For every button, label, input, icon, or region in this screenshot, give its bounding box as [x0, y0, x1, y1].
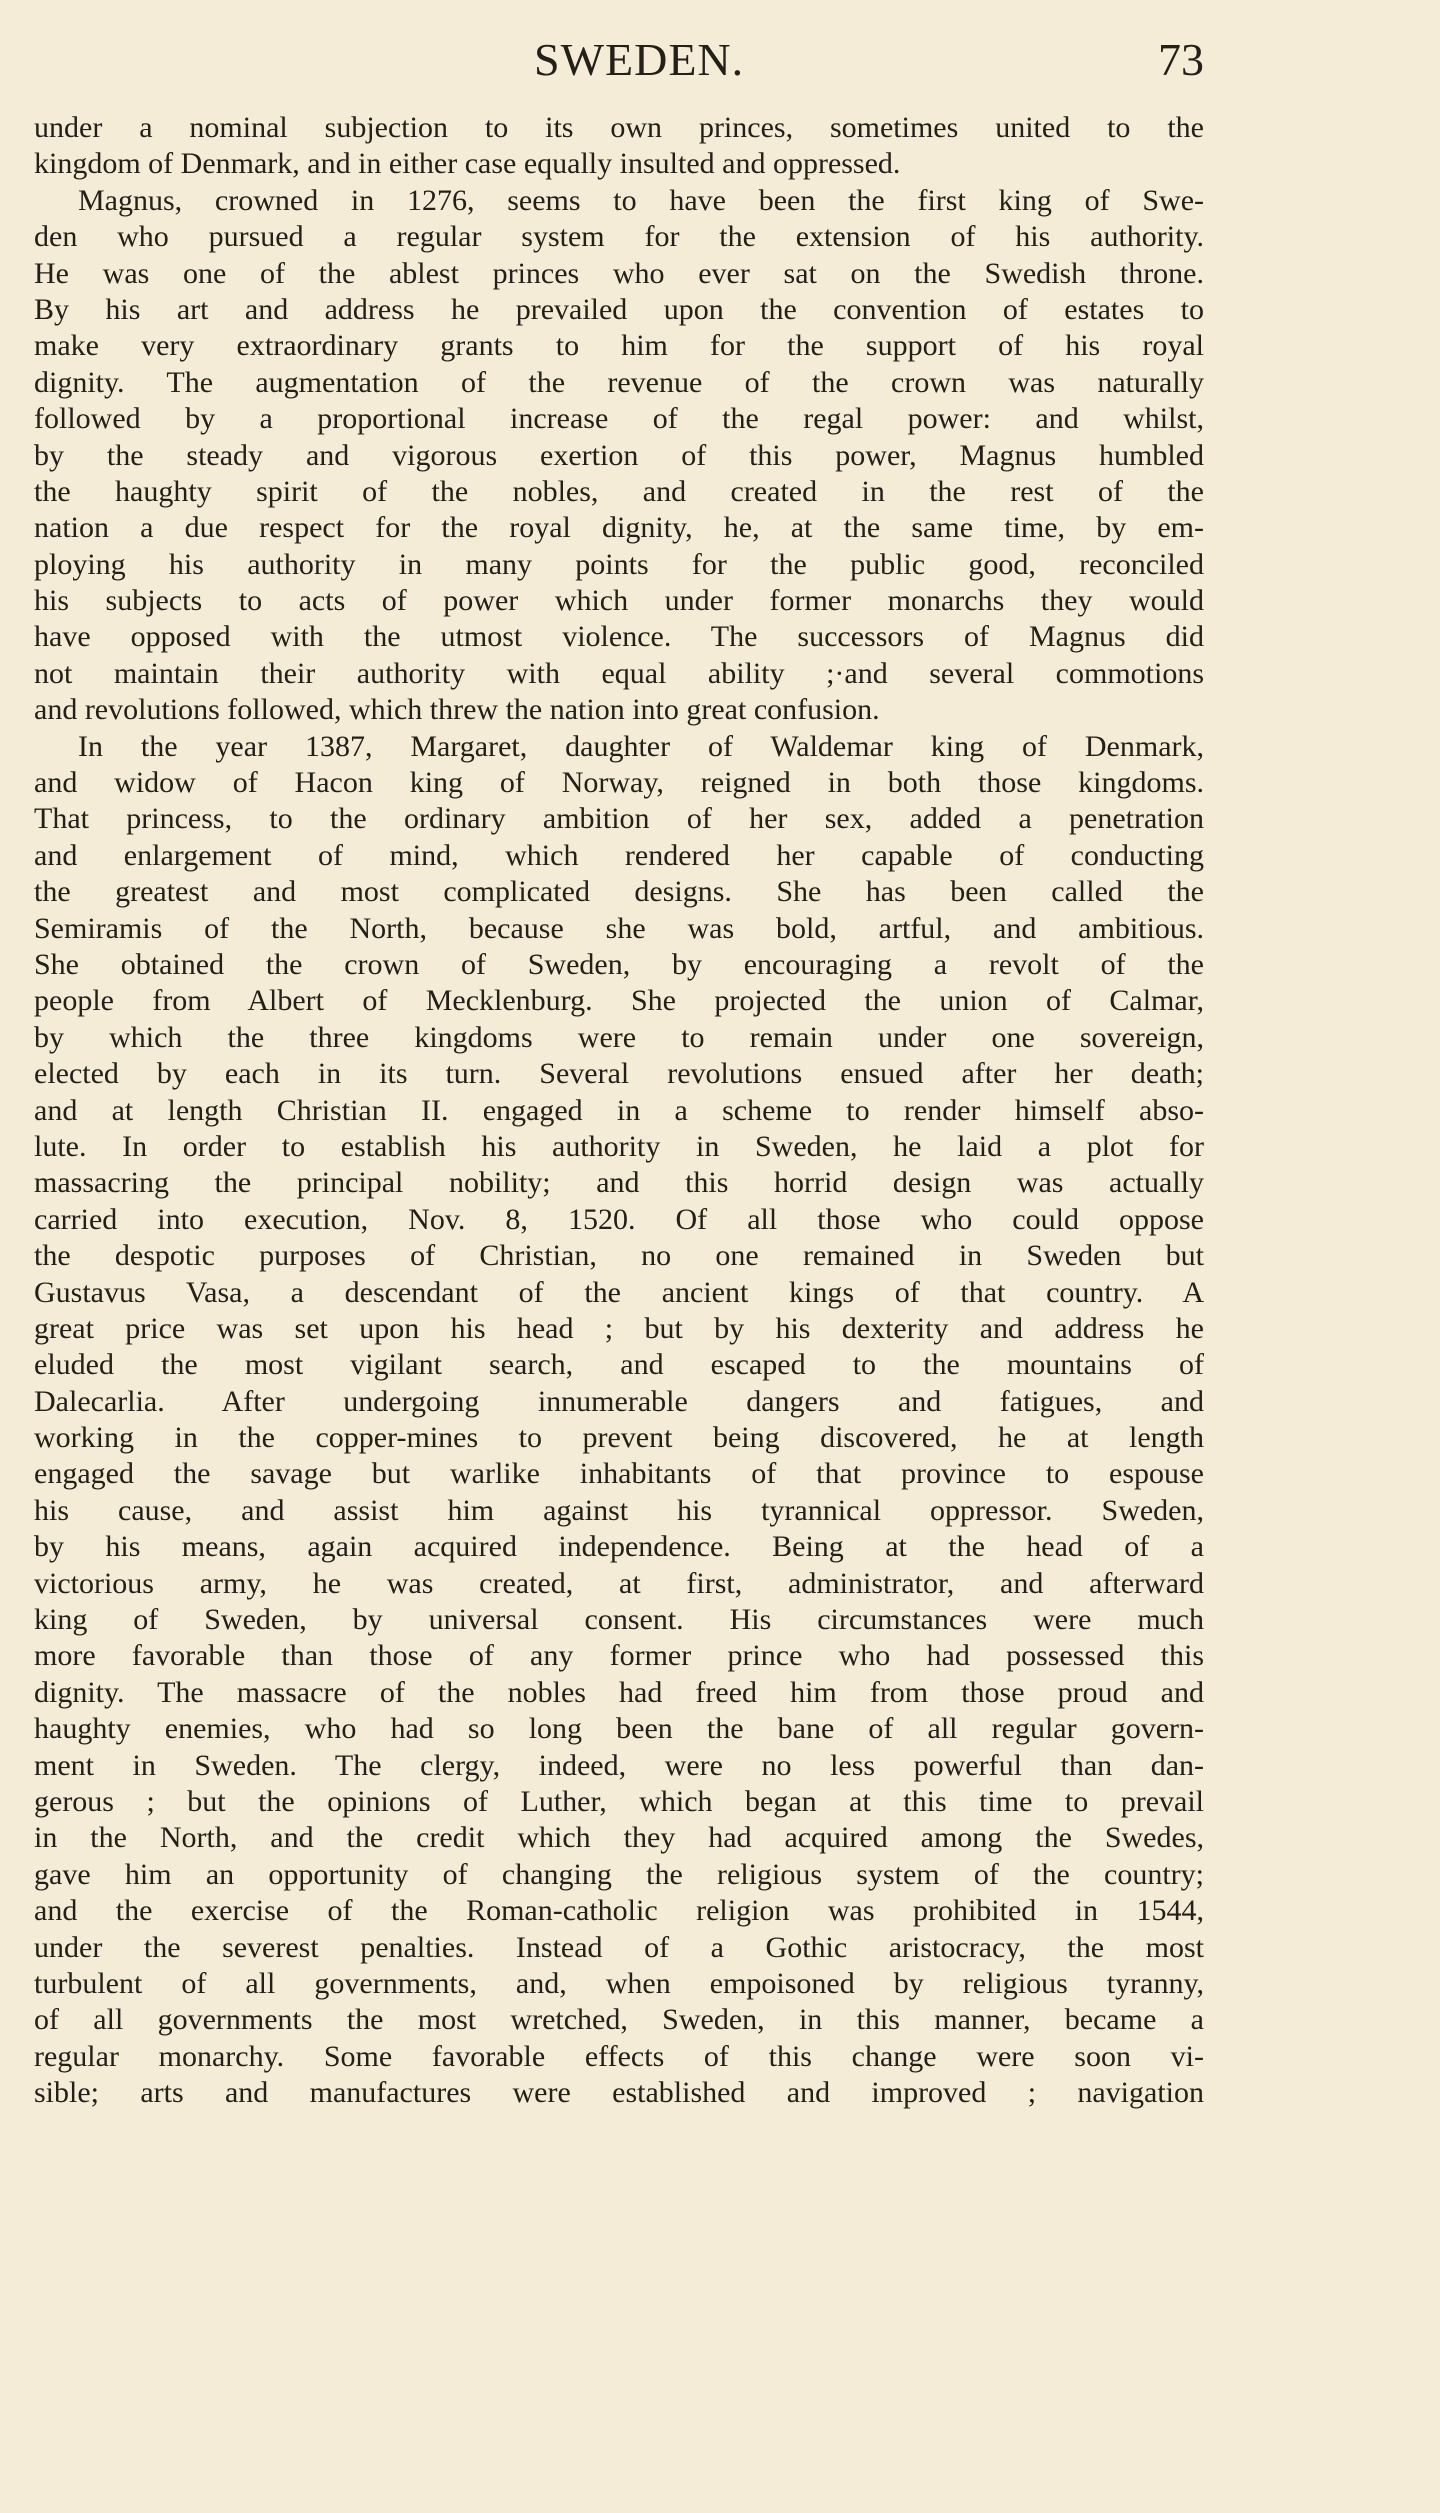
text-line: She obtained the crown of Sweden, by encouraging a revolt of the — [34, 947, 1204, 981]
text-line: elected by each in its turn. Several revolutions ensued after her death; — [34, 1057, 1204, 1091]
text-line: his cause, and assist him against his tyrannical oppressor. Sweden, — [34, 1493, 1204, 1527]
page-number: 73 — [1158, 34, 1204, 85]
text-line: engaged the savage but warlike inhabitants of that province to espouse — [34, 1457, 1204, 1491]
text-line: Gustavus Vasa, a descendant of the ancient kings of that country. A — [34, 1275, 1204, 1309]
text-line: eluded the most vigilant search, and escaped to the mountains of — [34, 1348, 1204, 1382]
running-head: SWEDEN. — [534, 34, 745, 85]
text-line: make very extraordinary grants to him for the support of his royal — [34, 329, 1204, 363]
text-line: massacring the principal nobility; and this horrid design was actually — [34, 1166, 1204, 1200]
text-line: He was one of the ablest princes who ever sat on the Swedish throne. — [34, 256, 1204, 290]
text-line: nation a due respect for the royal dignity, he, at the same time, by em- — [34, 511, 1204, 545]
text-line: by his means, again acquired independence. Being at the head of a — [34, 1530, 1204, 1564]
text-line: and enlargement of mind, which rendered her capable of conducting — [34, 838, 1204, 872]
text-line: in the North, and the credit which they had acquired among the Swedes, — [34, 1821, 1204, 1855]
text-line: turbulent of all governments, and, when empoisoned by religious tyranny, — [34, 1966, 1204, 2000]
text-line: dignity. The augmentation of the revenue of the crown was naturally — [34, 365, 1204, 399]
text-line: Semiramis of the North, because she was bold, artful, and ambitious. — [34, 911, 1204, 945]
text-line: working in the copper-mines to prevent being discovered, he at length — [34, 1421, 1204, 1455]
text-line: under the severest penalties. Instead of a Gothic aristocracy, the most — [34, 1930, 1204, 1964]
text-line: and revolutions followed, which threw the nation into great confusion. — [34, 693, 880, 727]
text-line: king of Sweden, by universal consent. His circumstances were much — [34, 1603, 1204, 1637]
text-line: kingdom of Denmark, and in either case equally insulted and oppressed. — [34, 147, 901, 181]
text-line: carried into execution, Nov. 8, 1520. Of all those who could oppose — [34, 1202, 1204, 1236]
text-line: gave him an opportunity of changing the religious system of the country; — [34, 1857, 1204, 1891]
text-line: followed by a proportional increase of the regal power: and whilst, — [34, 402, 1204, 436]
text-line: and the exercise of the Roman-catholic religion was prohibited in 1544, — [34, 1894, 1204, 1928]
text-line: In the year 1387, Margaret, daughter of Waldemar king of Denmark, — [78, 729, 1204, 763]
text-line: by which the three kingdoms were to remain under one sovereign, — [34, 1020, 1204, 1054]
text-line: den who pursued a regular system for the extension of his authority. — [34, 220, 1204, 254]
text-line: lute. In order to establish his authority in Sweden, he laid a plot for — [34, 1129, 1204, 1163]
text-line: Magnus, crowned in 1276, seems to have been the first king of Swe- — [78, 183, 1204, 217]
text-line: his subjects to acts of power which under former monarchs they would — [34, 584, 1204, 618]
text-line: sible; arts and manufactures were established and improved ; navigation — [34, 2076, 1204, 2110]
text-line: and at length Christian II. engaged in a scheme to render himself abso- — [34, 1093, 1204, 1127]
text-line: and widow of Hacon king of Norway, reigned in both those kingdoms. — [34, 766, 1204, 800]
text-line: of all governments the most wretched, Sweden, in this manner, became a — [34, 2003, 1204, 2037]
text-line: ment in Sweden. The clergy, indeed, were no less powerful than dan- — [34, 1748, 1204, 1782]
text-line: regular monarchy. Some favorable effects of this change were soon vi- — [34, 2039, 1204, 2073]
text-line: victorious army, he was created, at first, administrator, and afterward — [34, 1566, 1204, 1600]
page-header — [34, 30, 1204, 90]
text-line: haughty enemies, who had so long been the bane of all regular govern- — [34, 1712, 1204, 1746]
text-line: people from Albert of Mecklenburg. She projected the union of Calmar, — [34, 984, 1204, 1018]
text-line: the despotic purposes of Christian, no one remained in Sweden but — [34, 1239, 1204, 1273]
body-text — [34, 110, 1204, 2111]
text-line: under a nominal subjection to its own princes, sometimes united to the — [34, 111, 1204, 144]
text-line: more favorable than those of any former prince who had possessed this — [34, 1639, 1204, 1673]
text-line: By his art and address he prevailed upon the convention of estates to — [34, 292, 1204, 326]
text-line: Dalecarlia. After undergoing innumerable dangers and fatigues, and — [34, 1384, 1204, 1418]
text-line: ploying his authority in many points for the public good, reconciled — [34, 547, 1204, 581]
text-line: the haughty spirit of the nobles, and created in the rest of the — [34, 474, 1204, 508]
text-line: dignity. The massacre of the nobles had freed him from those proud and — [34, 1675, 1204, 1709]
text-line: great price was set upon his head ; but by his dexterity and address he — [34, 1311, 1204, 1345]
text-line: gerous ; but the opinions of Luther, which began at this time to prevail — [34, 1784, 1204, 1818]
text-line: That princess, to the ordinary ambition of her sex, added a penetration — [34, 802, 1204, 836]
text-line: the greatest and most complicated designs. She has been called the — [34, 875, 1204, 909]
text-line: have opposed with the utmost violence. The successors of Magnus did — [34, 620, 1204, 654]
text-line: not maintain their authority with equal ability ;·and several commotions — [34, 656, 1204, 690]
text-line: by the steady and vigorous exertion of this power, Magnus humbled — [34, 438, 1204, 472]
